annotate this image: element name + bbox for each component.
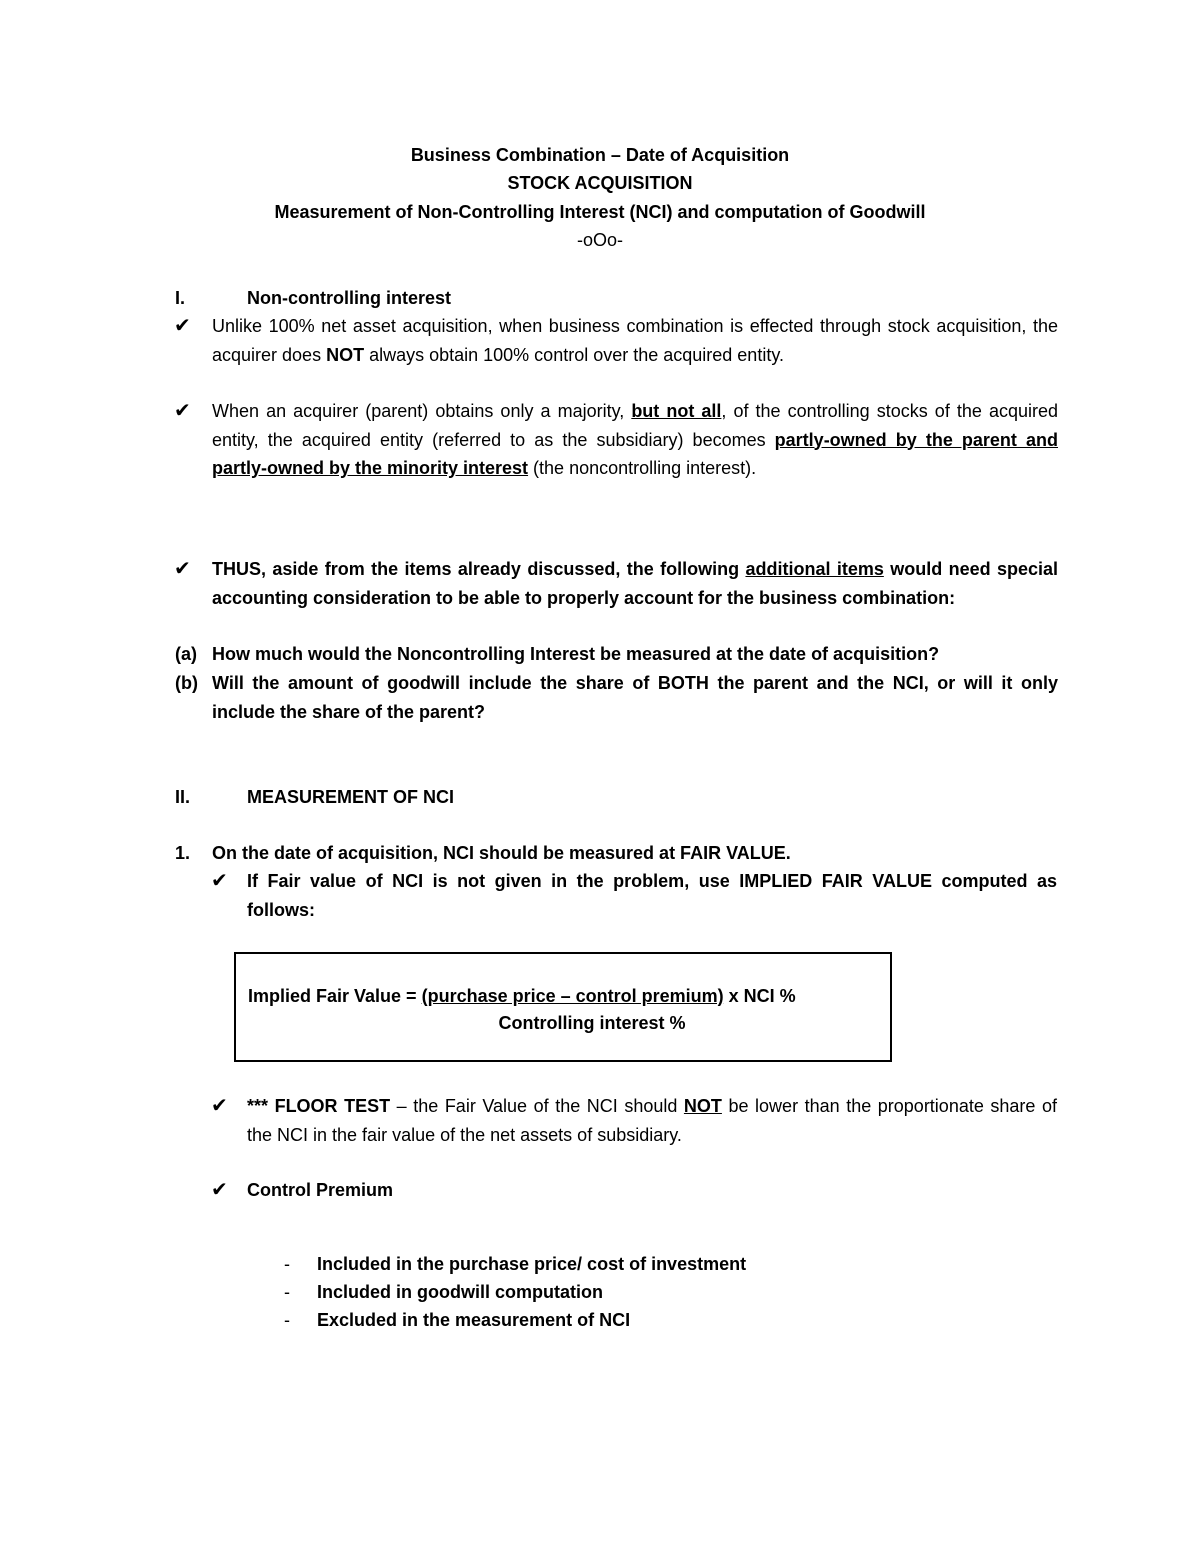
section2-numeral: II. [175, 787, 191, 807]
question-a-label: (a) [175, 644, 197, 664]
checkmark-icon: ✔ [174, 400, 191, 422]
dash-bullet: - [284, 1254, 290, 1274]
checkmark-icon: ✔ [174, 315, 191, 337]
formula-denominator: Controlling interest % [498, 1013, 686, 1033]
separator: -oOo- [576, 230, 623, 250]
bullet-majority-ownership: When an acquirer (parent) obtains only a majority, but not all, of the controlling stocks of the acquired entity, the acquired entity (referred to as the subsidiary) becomes partly-owned by the parent and partly-owned by the minority interest (the noncontrolling interest). [212, 401, 1059, 478]
bullet-additional-items: THUS, aside from the items already discussed, the following additional items would need special accounting consideration to be able to properly account for the business combination: [212, 559, 1058, 608]
document-subtitle: STOCK ACQUISITION [507, 173, 693, 193]
control-premium-heading: Control Premium [247, 1180, 394, 1200]
control-premium-item: Included in the purchase price/ cost of investment [317, 1254, 747, 1274]
dash-bullet: - [284, 1310, 290, 1330]
section1-numeral: I. [175, 288, 186, 308]
checkmark-icon: ✔ [174, 558, 191, 580]
question-b: Will the amount of goodwill include the share of BOTH the parent and the NCI, or will it only include the share of the parent? [212, 673, 1058, 722]
checkmark-icon: ✔ [211, 1179, 228, 1201]
bullet-stock-acquisition: Unlike 100% net asset acquisition, when business combination is effected through stock acquisition, the acquirer does NOT always obtain 100% control over the acquired entity. [212, 316, 1058, 365]
bullet-floor-test: *** FLOOR TEST – the Fair Value of the NCI should NOT be lower than the proportionate share of the NCI in the fair value of the net assets of subsidiary. [247, 1096, 1057, 1145]
item1-text: On the date of acquisition, NCI should be measured at FAIR VALUE. [212, 843, 791, 863]
section1-heading: Non-controlling interest [247, 288, 451, 308]
control-premium-item: Excluded in the measurement of NCI [317, 1310, 631, 1330]
dash-bullet: - [284, 1282, 290, 1302]
question-b-label: (b) [175, 673, 198, 693]
bullet-implied-fair-value: If Fair value of NCI is not given in the problem, use IMPLIED FAIR VALUE computed as follows: [247, 871, 1057, 920]
document-title: Business Combination – Date of Acquisition [410, 145, 790, 165]
question-a: How much would the Noncontrolling Interest be measured at the date of acquisition? [212, 644, 940, 664]
control-premium-item: Included in goodwill computation [317, 1282, 603, 1302]
document-topic: Measurement of Non-Controlling Interest (NCI) and computation of Goodwill [274, 202, 926, 222]
item1-number: 1. [175, 843, 191, 863]
section2-heading: MEASUREMENT OF NCI [247, 787, 454, 807]
checkmark-icon: ✔ [211, 1095, 228, 1117]
formula-numerator-line: Implied Fair Value = (purchase price – control premium) x NCI % [248, 986, 796, 1006]
checkmark-icon: ✔ [211, 870, 228, 892]
formula-box [234, 952, 892, 1062]
